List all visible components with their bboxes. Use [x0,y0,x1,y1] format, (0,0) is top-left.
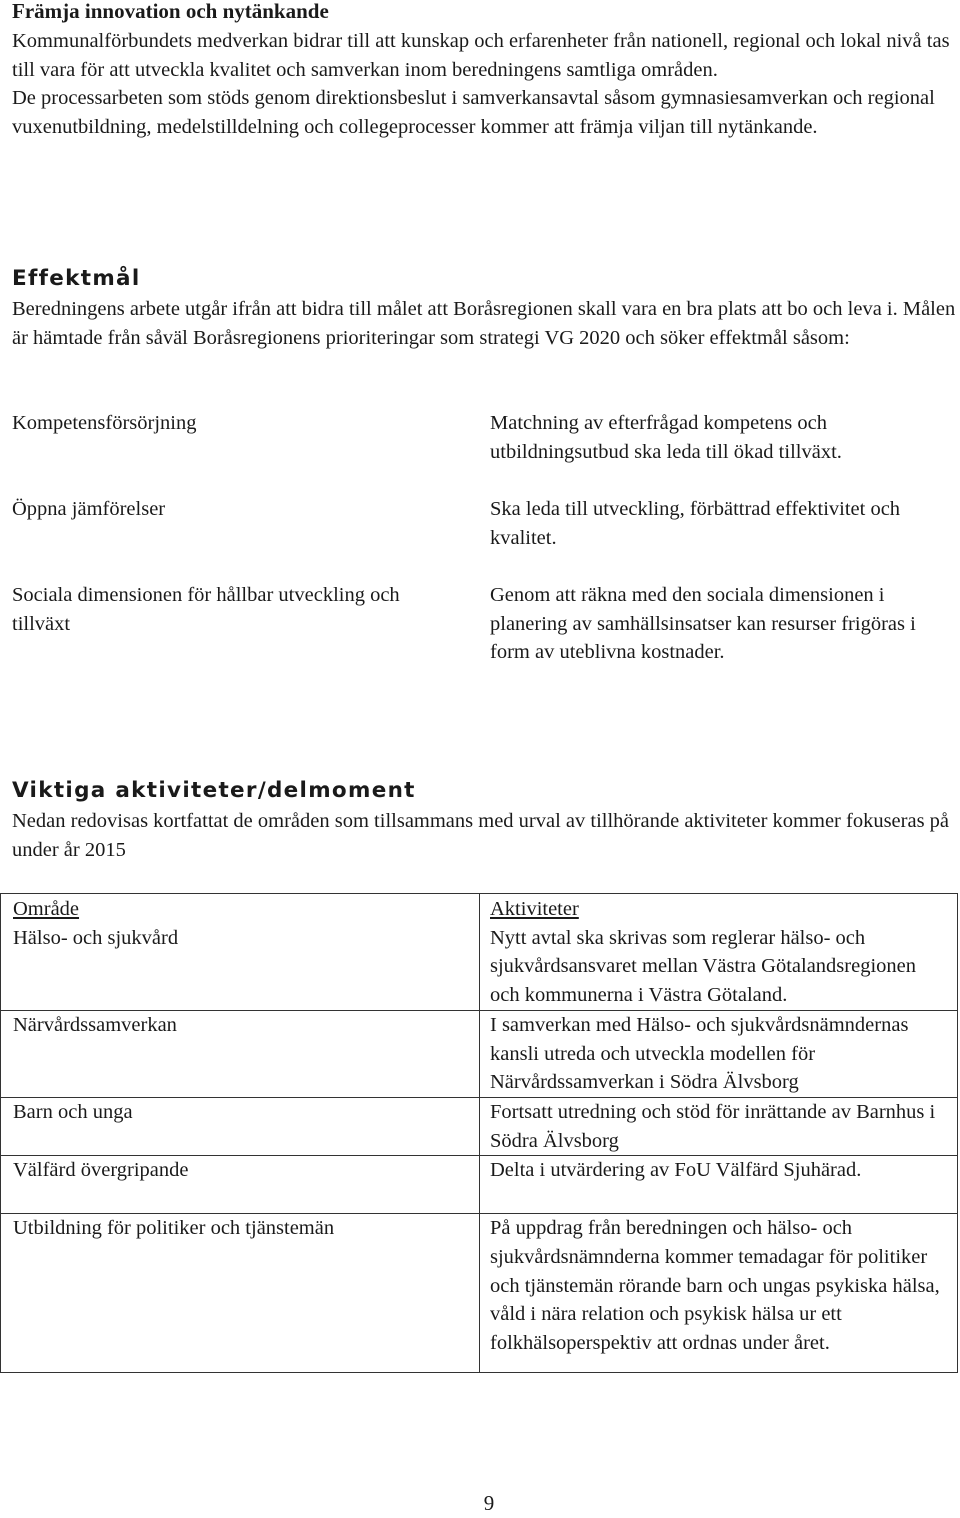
column-header-activities: Aktiviteter [490,898,579,920]
goal-name: Öppna jämförelser [12,498,166,520]
section-effektmal [12,265,958,352]
activity-cell: Fortsatt utredning och stöd för inrättande av Barnhus i Södra Älvsborg [480,1097,958,1155]
paragraph: Kommunalförbundets medverkan bidrar till att kunskap och erfarenheter från nationell, regional och lokal nivå tas till vara för att utveckla kvalitet och samverkan inom beredningens samtliga områden. [12,30,950,81]
section-activities [12,777,958,864]
area-cell: Barn och unga [1,1097,480,1155]
goal-name: Sociala dimensionen för hållbar utveckling och tillväxt [12,584,400,635]
column-header-area: Område [13,898,80,920]
table-cell [1,894,480,1011]
paragraph: Nedan redovisas kortfattat de områden som tillsammans med urval av tillhörande aktiviteter kommer fokuseras på under år 2015 [12,810,950,861]
goal-list [12,409,958,667]
table-row [1,1156,958,1214]
section-innovation [12,0,958,142]
activity-text: Nytt avtal ska skrivas som reglerar hälso- och sjukvårdsansvaret mellan Västra Götalandsregionen och kommunerna i Västra Götaland. [490,926,917,1007]
page-number: 9 [483,1491,495,1515]
section-heading: Effektmål [12,266,141,291]
goal-item [12,495,958,581]
activity-cell: På uppdrag från beredningen och hälso- och sjukvårdsnämnderna kommer temadagar för politiker och tjänstemän rörande barn och ungas psykiska hälsa, våld i nära relation och psykisk hälsa ur ett folkhälsoperspektiv att ordnas under året. [480,1214,958,1373]
area-cell: Utbildning för politiker och tjänstemän [1,1214,480,1373]
activities-table [0,893,958,1373]
table-header-row [1,894,958,1011]
goal-description: Ska leda till utveckling, förbättrad effektivitet och kvalitet. [490,498,901,549]
paragraph: De processarbeten som stöds genom direktionsbeslut i samverkansavtal såsom gymnasiesamverkan och regional vuxenutbildning, medelstilldelning och collegeprocesser kommer att främja viljan till nytänkande. [12,87,935,139]
area-text: Hälso- och sjukvård [13,926,179,949]
area-cell: Närvårdssamverkan [1,1010,480,1097]
goal-item [12,409,958,495]
table-row [1,1097,958,1155]
area-cell: Välfärd övergripande [1,1156,480,1214]
section-heading: Viktiga aktiviteter/delmoment [12,778,416,803]
goal-item [12,581,958,667]
goal-description: Matchning av efterfrågad kompetens och utbildningsutbud ska leda till ökad tillväxt. [490,412,842,463]
section-heading: Främja innovation och nytänkande [12,0,329,23]
table-row [1,1214,958,1373]
table-row [1,1010,958,1097]
activity-cell: Delta i utvärdering av FoU Välfärd Sjuhärad. [480,1156,958,1214]
goal-description: Genom att räkna med den sociala dimensionen i planering av samhällsinsatser kan resurser frigöras i form av uteblivna kostnader. [490,584,916,664]
activity-cell: I samverkan med Hälso- och sjukvårdsnämndernas kansli utreda och utveckla modellen för Närvårdssamverkan i Södra Älvsborg [480,1010,958,1097]
goal-name: Kompetensförsörjning [12,412,197,434]
table-cell [480,894,958,1011]
paragraph: Beredningens arbete utgår ifrån att bidra till målet att Boråsregionen skall vara en bra plats att bo och leva i. Målen är hämtade från såväl Boråsregionens prioriteringar som strategi VG 2020 och söker effektmål såsom: [12,298,956,349]
